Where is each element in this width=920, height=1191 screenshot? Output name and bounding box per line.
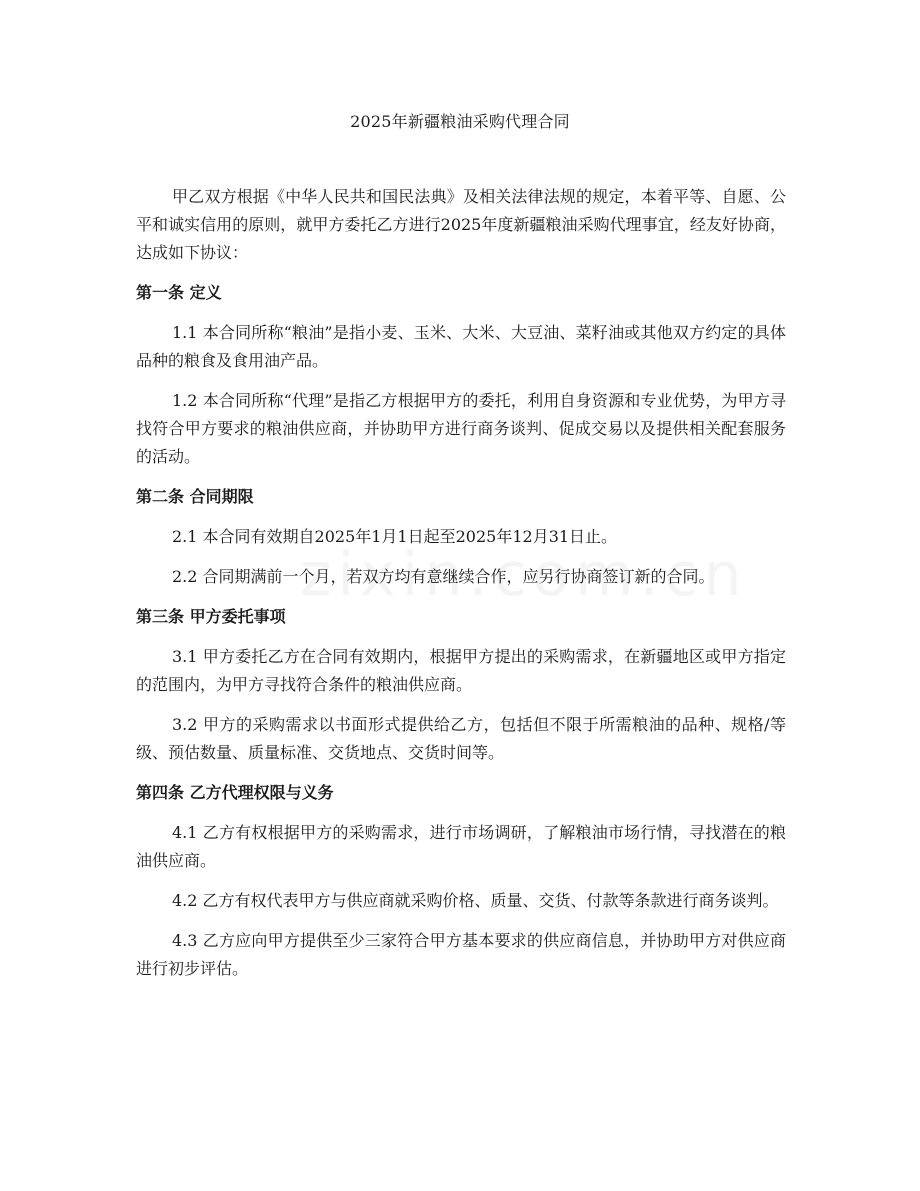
clause-paragraph: 1.2 本合同所称“代理”是指乙方根据甲方的委托，利用自身资源和专业优势，为甲方寻找符合甲方要求的粮油供应商，并协助甲方进行商务谈判、促成交易以及提供相关配套服务的活动。 — [136, 391, 786, 466]
clause-paragraph: 4.1 乙方有权根据甲方的采购需求，进行市场调研，了解粮油市场行情，寻找潜在的粮油供应商。 — [136, 823, 786, 870]
clause-paragraph: 3.1 甲方委托乙方在合同有效期内，根据甲方提出的采购需求，在新疆地区或甲方指定的范围内，为甲方寻找符合条件的粮油供应商。 — [136, 647, 786, 694]
clause-paragraph: 4.2 乙方有权代表甲方与供应商就采购价格、质量、交货、付款等条款进行商务谈判。 — [172, 891, 779, 910]
document-title: 2025年新疆粮油采购代理合同 — [350, 112, 570, 131]
clause-paragraph: 3.2 甲方的采购需求以书面形式提供给乙方，包括但不限于所需粮油的品种、规格/等级、预估数量、质量标准、交货地点、交货时间等。 — [136, 715, 786, 762]
clause-paragraph: 4.3 乙方应向甲方提供至少三家符合甲方基本要求的供应商信息，并协助甲方对供应商进行初步评估。 — [136, 931, 786, 978]
document-body — [136, 183, 786, 983]
section-heading: 第二条 合同期限 — [136, 487, 254, 506]
section-heading: 第三条 甲方委托事项 — [136, 607, 286, 626]
clause-paragraph: 1.1 本合同所称“粮油”是指小麦、玉米、大米、大豆油、菜籽油或其他双方约定的具体品种的粮食及食用油产品。 — [136, 323, 786, 370]
section-heading: 第四条 乙方代理权限与义务 — [136, 783, 334, 802]
intro-paragraph: 甲乙双方根据《中华人民共和国民法典》及相关法律法规的规定，本着平等、自愿、公平和诚实信用的原则，就甲方委托乙方进行2025年度新疆粮油采购代理事宜，经友好协商，达成如下协议： — [136, 187, 786, 262]
clause-paragraph: 2.2 合同期满前一个月，若双方均有意继续合作，应另行协商签订新的合同。 — [172, 567, 715, 586]
clause-paragraph: 2.1 本合同有效期自2025年1月1日起至2025年12月31日止。 — [172, 527, 618, 546]
section-heading: 第一条 定义 — [136, 283, 222, 302]
